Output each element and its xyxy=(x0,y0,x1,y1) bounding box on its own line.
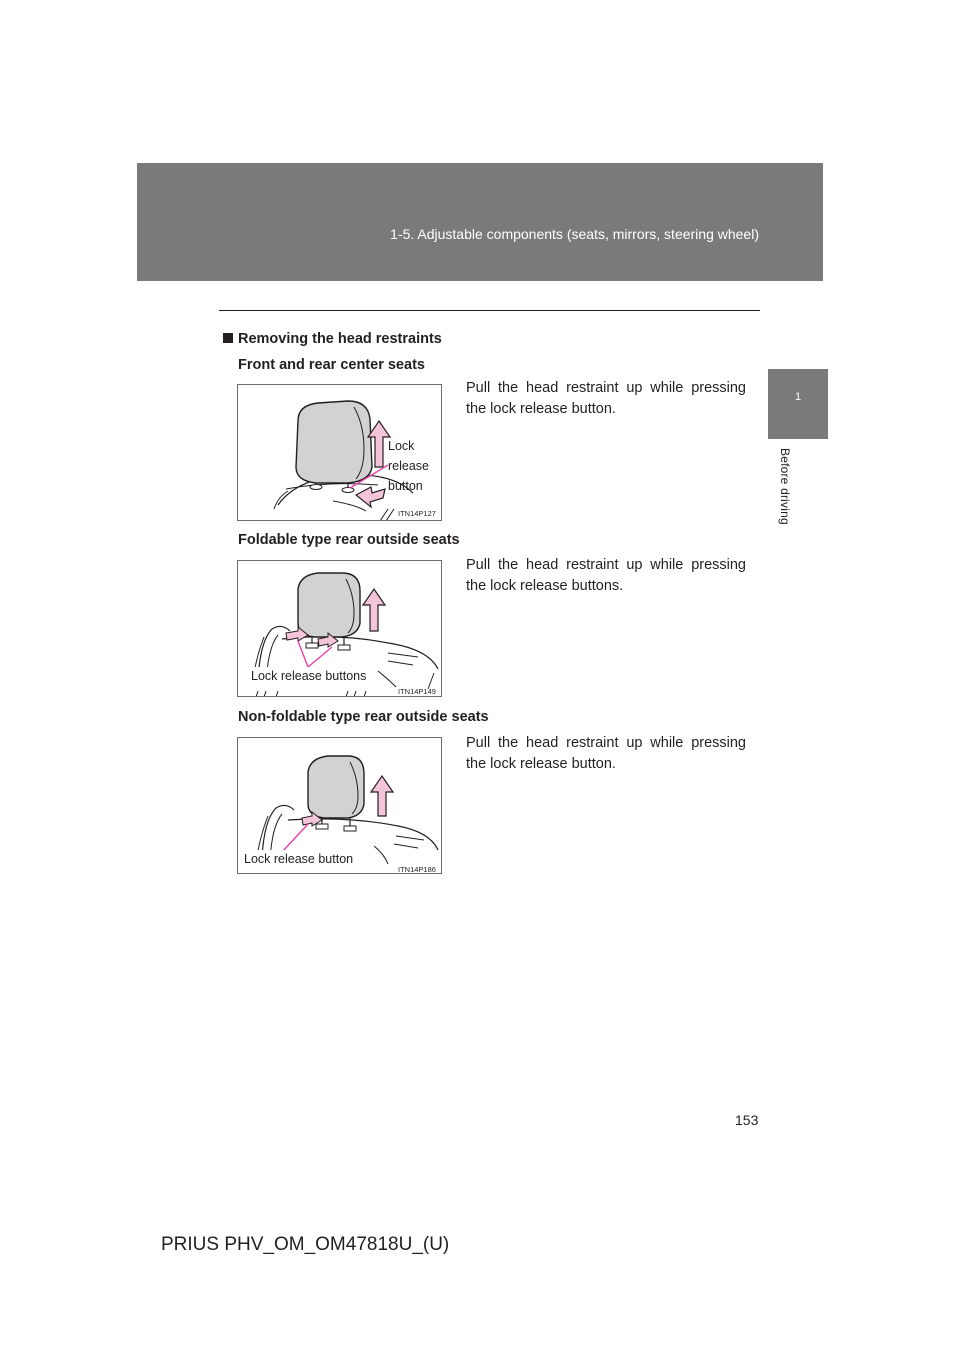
callout-label-lock: Lock xyxy=(388,439,415,453)
figure-code: ITN14P127 xyxy=(398,509,436,518)
page-number: 153 xyxy=(735,1112,759,1128)
subheading-front-rear-center: Front and rear center seats xyxy=(238,357,425,373)
figure-code: ITN14P149 xyxy=(398,687,436,696)
instruction-text: Pull the head restraint up while pressing the lock release button. xyxy=(466,735,746,772)
footer-document-code: PRIUS PHV_OM_OM47818U_(U) xyxy=(161,1234,450,1255)
figure-front-rear-center xyxy=(237,384,442,521)
chapter-label xyxy=(768,448,798,544)
figure-non-foldable-rear-outside xyxy=(237,737,442,874)
section-heading-text: Removing the head restraints xyxy=(238,331,442,347)
instruction-text: Pull the head restraint up while pressing the lock release button. xyxy=(466,380,746,417)
chapter-tab[interactable] xyxy=(768,369,828,439)
instruction-text: Pull the head restraint up while pressing the lock release buttons. xyxy=(466,557,746,594)
section-rule xyxy=(219,310,760,311)
chapter-label-text: Before driving xyxy=(778,448,792,525)
callout-label-button: button xyxy=(388,479,423,493)
chapter-number: 1 xyxy=(794,391,802,403)
figure-code: ITN14P186 xyxy=(398,865,436,874)
subheading-non-foldable-rear-outside: Non-foldable type rear outside seats xyxy=(238,709,489,725)
subheading-foldable-rear-outside: Foldable type rear outside seats xyxy=(238,532,460,548)
callout-label: Lock release buttons xyxy=(251,667,366,686)
header-band xyxy=(137,163,823,281)
callout-label: Lock release button xyxy=(244,850,353,869)
chapter-section-title: 1-5. Adjustable components (seats, mirrors, steering wheel) xyxy=(390,226,759,242)
callout-label-release: release xyxy=(388,459,429,473)
figure-foldable-rear-outside xyxy=(237,560,442,697)
section-heading xyxy=(223,331,442,347)
square-bullet-icon xyxy=(223,333,233,343)
